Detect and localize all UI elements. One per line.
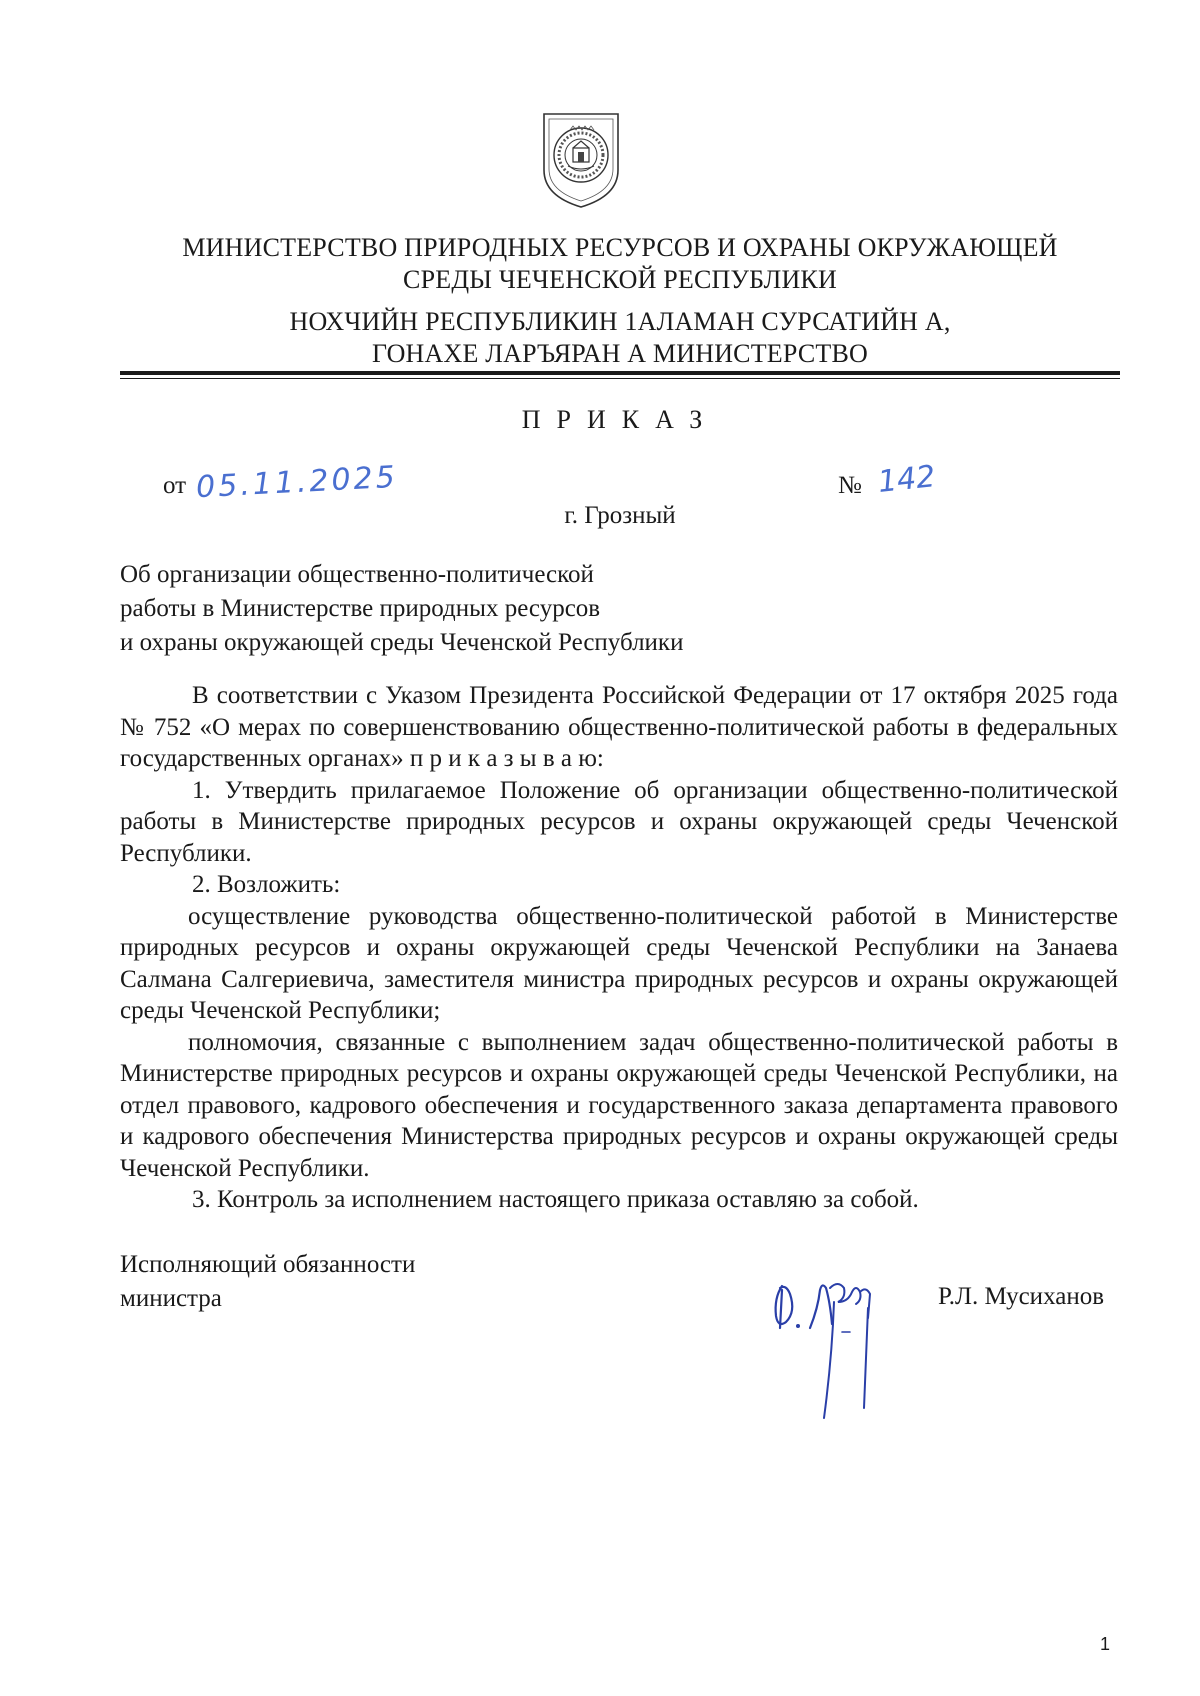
handwritten-signature: [760, 1258, 910, 1428]
handwritten-date: 05.11.2025: [195, 459, 399, 506]
header-divider-thin: [120, 378, 1120, 379]
item-2-subparagraph: осуществление руководства общественно-политической работой в Министерстве природных ресурсов и охраны окружающей среды Чеченской Республики на Занаева Салмана Салгериевича, заместителя министра природных ресурсов и охраны окружающей среды Чеченской Республики;: [120, 902, 1118, 1024]
item-3-paragraph: 3. Контроль за исполнением настоящего приказа оставляю за собой.: [192, 1186, 919, 1213]
number-label: №: [838, 472, 862, 499]
subject-line: Об организации общественно-политической: [120, 561, 594, 588]
subject-line: и охраны окружающей среды Чеченской Республики: [120, 629, 684, 656]
item-2-paragraph: 2. Возложить:: [192, 871, 341, 898]
ministry-ce-line2: ГОНАХЕ ЛАРЪЯРАН А МИНИСТЕРСТВО: [371, 339, 868, 368]
subject-line: работы в Министерстве природных ресурсов: [120, 595, 601, 622]
page-number: 1: [1100, 1634, 1111, 1654]
handwritten-number: 142: [876, 459, 937, 500]
signatory-position: [120, 1248, 415, 1316]
preamble-paragraph: В соответствии с Указом Президента Российской Федерации от 17 октября 2025 года № 752 «О мерах по совершенствованию общественно-политической работы в федеральных государственных органах» п р и к а з ы в а ю:: [120, 682, 1118, 772]
ministry-ru-line1: МИНИСТЕРСТВО ПРИРОДНЫХ РЕСУРСОВ И ОХРАНЫ ОКРУЖАЮЩЕЙ: [182, 233, 1058, 262]
order-body: [120, 680, 1118, 1216]
order-subject: [120, 558, 683, 660]
order-title: ПРИКАЗ: [521, 405, 719, 434]
position-line: Исполняющий обязанности: [120, 1251, 416, 1278]
item-2-subparagraph: полномочия, связанные с выполнением задач общественно-политической работы в Министерстве природных ресурсов и охраны окружающей среды Чеченской Республики, на отдел правового, кадрового обеспечения и государственного заказа департамента правового и кадрового обеспечения Министерства природных ресурсов и охраны окружающей среды Чеченской Республики.: [120, 1028, 1118, 1182]
ministry-ce-line1: НОХЧИЙН РЕСПУБЛИКИН 1АЛАМАН СУРСАТИЙН А,: [289, 307, 951, 336]
city: г. Грозный: [564, 502, 676, 529]
coat-of-arms-emblem: [540, 110, 622, 210]
item-1-paragraph: 1. Утвердить прилагаемое Положение об организации общественно-политической работы в Министерстве природных ресурсов и охраны окружающей среды Чеченской Республики.: [120, 776, 1118, 867]
date-label: от: [163, 472, 187, 499]
header-divider-thick: [120, 371, 1120, 375]
ministry-name-russian: [0, 232, 1200, 296]
ministry-name-chechen: [0, 306, 1200, 370]
signatory-name: Р.Л. Мусиханов: [938, 1283, 1105, 1310]
position-line: министра: [120, 1285, 222, 1312]
ministry-ru-line2: СРЕДЫ ЧЕЧЕНСКОЙ РЕСПУБЛИКИ: [403, 265, 837, 294]
